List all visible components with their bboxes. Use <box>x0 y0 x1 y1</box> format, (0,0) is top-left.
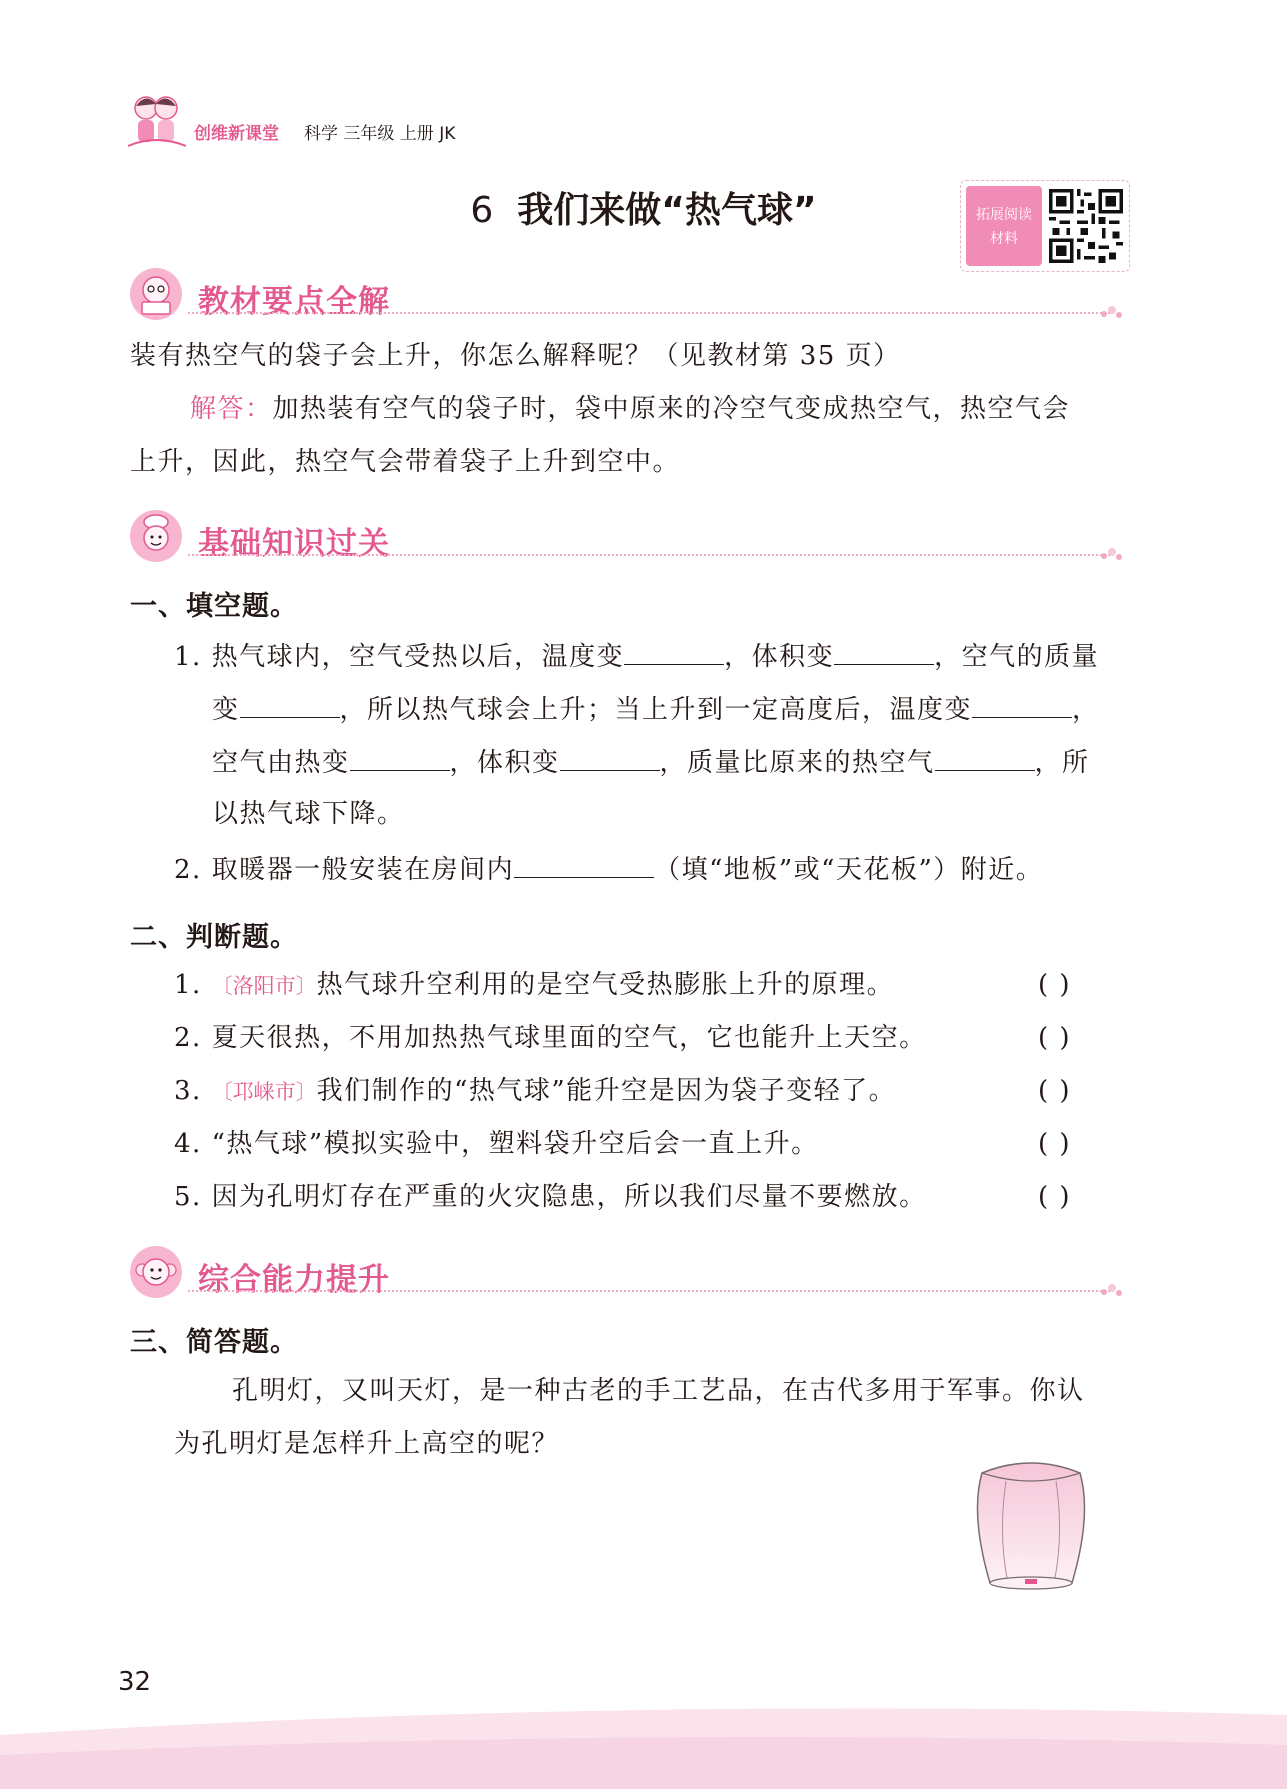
question-text: ，所以热气球会上升；当上升到一定高度后，温度变 <box>339 695 973 725</box>
question-number: 2. <box>174 1023 202 1053</box>
section-banner-basic-knowledge <box>128 508 1124 566</box>
answer-blank[interactable] <box>514 851 654 878</box>
fill-question-1-line3 <box>212 744 1090 780</box>
qr-label-line2: 材料 <box>990 231 1018 247</box>
judge-item-4 <box>174 1127 819 1161</box>
answer-blank[interactable] <box>350 744 450 771</box>
header-kids-mascot-icon <box>124 88 188 152</box>
lesson-number: 6 <box>470 190 494 231</box>
part2-heading: 二、判断题。 <box>130 922 298 953</box>
question-text: 我们制作的“热气球”能升空是因为袋子变轻了。 <box>316 1076 897 1106</box>
answer-blank[interactable] <box>935 744 1035 771</box>
answer-blank[interactable] <box>834 638 934 665</box>
question-text: 夏天很热，不用加热热气球里面的空气，它也能升上天空。 <box>211 1023 927 1053</box>
short-answer-question-line2: 为孔明灯是怎样升上高空的呢？ <box>174 1429 560 1459</box>
short-answer-question-line1: 孔明灯，又叫天灯，是一种古老的手工艺品，在古代多用于军事。你认 <box>232 1376 1085 1406</box>
fill-question-2 <box>174 851 1043 887</box>
section-divider <box>188 554 1110 556</box>
fill-question-1-line1 <box>174 638 1099 674</box>
textbook-answer-line2: 上升，因此，热空气会带着袋子上升到空中。 <box>130 447 681 477</box>
header-brand: 创维新课堂 <box>194 124 279 144</box>
question-number: 5. <box>174 1182 202 1212</box>
section-divider <box>188 312 1110 314</box>
textbook-answer-line1 <box>190 392 1070 426</box>
answer-parentheses[interactable]: ( ) <box>1038 1076 1072 1106</box>
sky-lantern-illustration <box>968 1455 1094 1595</box>
judge-item-5 <box>174 1180 927 1214</box>
question-text: 热气球升空利用的是空气受热膨胀上升的原理。 <box>316 970 895 1000</box>
page-number: 32 <box>118 1667 152 1697</box>
footer-pink-band <box>0 1705 1287 1789</box>
question-number: 1. <box>174 642 202 672</box>
question-number: 2. <box>174 855 202 885</box>
chef-mascot-icon <box>128 508 184 564</box>
question-number: 3. <box>174 1076 202 1106</box>
question-text: 热气球内，空气受热以后，温度变 <box>211 642 625 672</box>
answer-blank[interactable] <box>624 638 724 665</box>
question-text: ，体积变 <box>724 642 835 672</box>
part1-heading: 一、填空题。 <box>130 591 298 622</box>
answer-parentheses[interactable]: ( ) <box>1038 1129 1072 1159</box>
decorative-dots-icon <box>1098 544 1124 564</box>
qr-code-icon[interactable] <box>1049 189 1123 263</box>
lesson-title-text: 我们来做“热气球” <box>517 190 817 231</box>
header-book-info: 科学 三年级 上册 JK <box>304 124 456 144</box>
answer-blank[interactable] <box>240 691 340 718</box>
question-text: 空气由热变 <box>212 748 350 778</box>
decorative-dots-icon <box>1098 302 1124 322</box>
answer-parentheses[interactable]: ( ) <box>1038 1023 1072 1053</box>
question-text: 变 <box>212 695 240 725</box>
question-text: ，质量比原来的热空气 <box>659 748 935 778</box>
fill-question-1-line2 <box>212 691 1100 727</box>
judge-item-1 <box>174 968 894 1003</box>
section-title: 综合能力提升 <box>198 1262 390 1298</box>
textbook-question: 装有热空气的袋子会上升，你怎么解释呢？（见教材第 35 页） <box>130 341 901 371</box>
question-number: 1. <box>174 970 202 1000</box>
answer-label: 解答： <box>190 394 273 424</box>
answer-parentheses[interactable]: ( ) <box>1038 970 1072 1000</box>
section-banner-comprehensive-ability <box>128 1244 1124 1302</box>
answer-parentheses[interactable]: ( ) <box>1038 1182 1072 1212</box>
question-text: ，体积变 <box>449 748 560 778</box>
section-title: 基础知识过关 <box>198 526 390 562</box>
decorative-dots-icon <box>1098 1280 1124 1300</box>
question-text: ，所 <box>1034 748 1090 778</box>
answer-blank[interactable] <box>560 744 660 771</box>
section-title: 教材要点全解 <box>198 284 390 320</box>
fill-question-1-line4: 以热气球下降。 <box>212 799 405 829</box>
answer-blank[interactable] <box>972 691 1072 718</box>
part3-heading: 三、简答题。 <box>130 1327 298 1358</box>
question-text: “热气球”模拟实验中，塑料袋升空后会一直上升。 <box>211 1129 819 1159</box>
section-banner-textbook-key-points <box>128 266 1124 324</box>
region-tag: 〔邛崃市〕 <box>211 1080 317 1104</box>
answer-text-line1: 加热装有空气的袋子时，袋中原来的冷空气变成热空气，热空气会 <box>272 394 1071 424</box>
question-number: 4. <box>174 1129 202 1159</box>
question-text: 取暖器一般安装在房间内 <box>211 855 515 885</box>
monkey-mascot-icon <box>128 1244 184 1300</box>
question-text: ， <box>1072 695 1100 725</box>
section-divider <box>188 1290 1110 1292</box>
reading-mascot-icon <box>128 266 184 322</box>
question-text: 因为孔明灯存在严重的火灾隐患，所以我们尽量不要燃放。 <box>211 1182 927 1212</box>
question-text: ，空气的质量 <box>934 642 1100 672</box>
qr-label-line1: 拓展阅读 <box>976 207 1032 223</box>
region-tag: 〔洛阳市〕 <box>211 974 317 998</box>
judge-item-2 <box>174 1021 927 1055</box>
question-text: （填“地板”或“天花板”）附近。 <box>654 855 1044 885</box>
judge-item-3 <box>174 1074 896 1109</box>
qr-label <box>966 186 1042 266</box>
